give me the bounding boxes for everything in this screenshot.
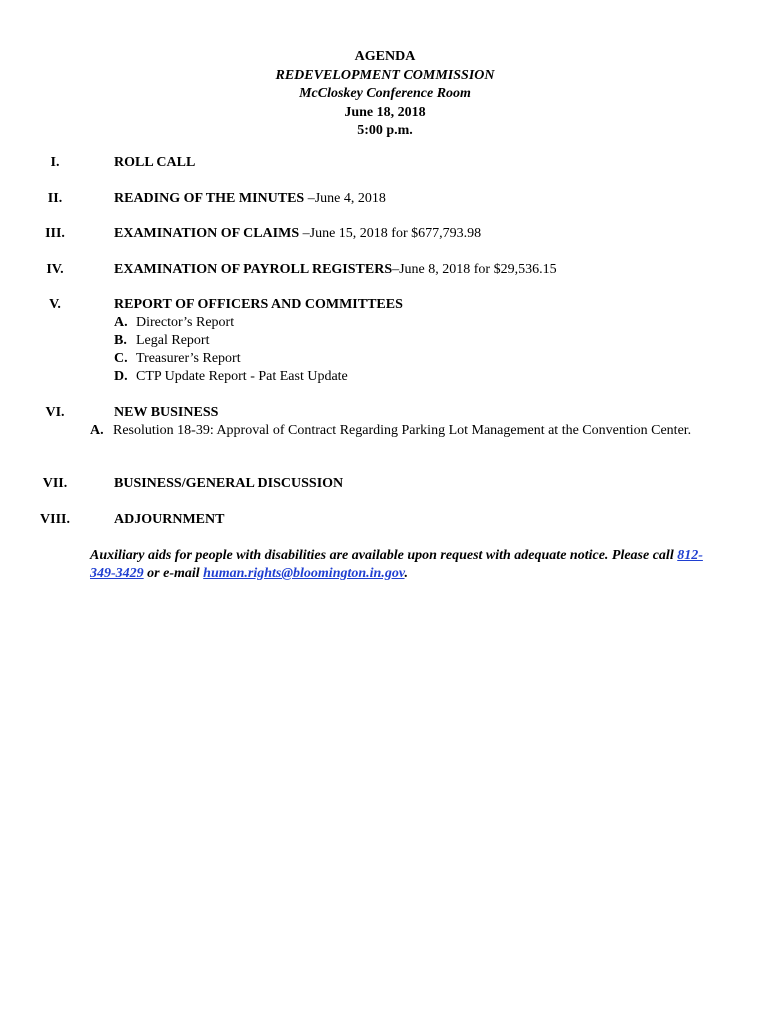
notice-text-end: . — [404, 566, 409, 581]
report-text: Director’s Report — [136, 315, 235, 330]
report-item — [114, 332, 209, 350]
report-letter: B. — [114, 333, 127, 348]
item-numeral: V. — [49, 297, 61, 312]
accessibility-notice — [90, 547, 710, 583]
report-letter: C. — [114, 351, 128, 366]
meeting-time: 5:00 p.m. — [357, 123, 413, 138]
item-title: NEW BUSINESS — [114, 405, 219, 420]
new-business-text: Resolution 18-39: Approval of Contract Regarding Parking Lot Management at the Convention Center. — [113, 423, 692, 438]
notice-text: Auxiliary aids for people with disabilities are available upon request with adequate notice. Please call — [90, 548, 678, 563]
meeting-date: June 18, 2018 — [344, 104, 426, 120]
phone-link[interactable]: 812-349-3429 — [90, 548, 703, 581]
item-numeral: VI. — [45, 405, 65, 420]
new-business-item — [90, 422, 710, 440]
agenda-header — [0, 48, 770, 141]
report-item — [114, 350, 241, 368]
item-detail: –June 8, 2018 for $29,536.15 — [392, 262, 557, 277]
report-text: CTP Update Report - Pat East Update — [136, 369, 348, 384]
report-text: Treasurer’s Report — [136, 351, 241, 366]
notice-text-middle: or e-mail — [143, 566, 204, 581]
item-title: BUSINESS/GENERAL DISCUSSION — [114, 476, 344, 491]
report-item — [114, 368, 348, 386]
new-business-letter: A. — [90, 423, 104, 438]
item-detail: –June 15, 2018 for $677,793.98 — [299, 226, 482, 241]
report-letter: D. — [114, 369, 128, 384]
report-item — [114, 314, 234, 332]
meeting-location: McCloskey Conference Room — [299, 86, 471, 101]
item-numeral: I. — [50, 155, 60, 170]
item-numeral: III. — [45, 226, 65, 241]
report-letter: A. — [114, 315, 128, 330]
agenda-title: AGENDA — [354, 49, 416, 64]
item-title: ADJOURNMENT — [114, 512, 225, 527]
item-title: EXAMINATION OF CLAIMS — [114, 226, 300, 241]
item-numeral: IV. — [46, 262, 64, 277]
item-numeral: VIII. — [40, 512, 70, 527]
item-detail: –June 4, 2018 — [304, 191, 386, 206]
item-title: REPORT OF OFFICERS AND COMMITTEES — [114, 297, 403, 312]
item-title: READING OF THE MINUTES — [114, 191, 305, 206]
item-numeral: VII. — [42, 476, 68, 491]
commission-name: REDEVELOPMENT COMMISSION — [275, 67, 495, 83]
report-text: Legal Report — [136, 333, 210, 348]
item-title: EXAMINATION OF PAYROLL REGISTERS — [114, 262, 393, 277]
item-numeral: II. — [47, 191, 63, 206]
email-link[interactable]: human.rights@bloomington.in.gov — [203, 566, 405, 581]
item-title: ROLL CALL — [114, 155, 196, 170]
